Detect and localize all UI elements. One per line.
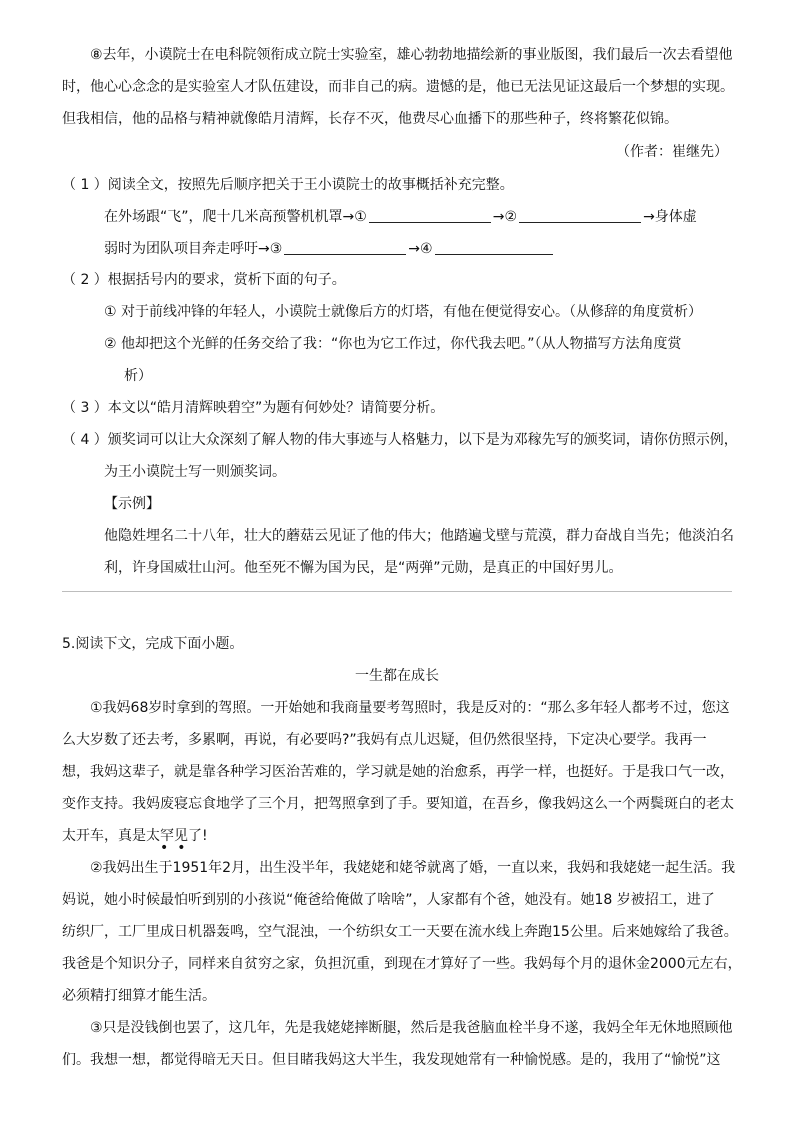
- emphasis-dots: ••: [160, 840, 195, 856]
- paragraph-8-line-3: 但我相信，他的品格与精神就像皓月清辉，长存不灭，他费尽心血播下的那些种子，终将繁花似锦。: [62, 111, 678, 127]
- answer-blank-1[interactable]: [369, 208, 491, 223]
- question-4-line-2: 为王小谟院士写一则颁奖词。: [104, 464, 286, 480]
- paragraph-8-line-1: ⑧去年，小谟院士在电科院领衔成立院士实验室，雄心勃勃地描绘新的事业版图，我们最后一次去看望他: [90, 47, 733, 63]
- example-line-2: 利，许身国威壮山河。他至死不懈为国为民，是“两弹”元勋，是真正的中国好男儿。: [104, 560, 623, 576]
- question-2: （ 2 ）根据括号内的要求，赏析下面的句子。: [62, 272, 346, 288]
- paragraph-2-line-3: 纺织厂，工厂里成日机器轰鸣，空气混浊，一个纺织女工一天要在流水线上奔跑15公里。后来她嫁给了我爸。: [62, 924, 738, 940]
- question-3: （ 3 ）本文以“皓月清辉映碧空”为题有何妙处？请简要分析。: [62, 400, 445, 416]
- question-1-text-d: 弱时为团队项目奔走呼吁→③: [104, 241, 283, 257]
- example-label: 【示例】: [104, 496, 160, 512]
- question-4-line-1: （ 4 ）颁奖词可以让大众深刻了解人物的伟大事迹与人格魅力，以下是为邓稼先写的颁奖词，请你仿照示例，: [62, 432, 738, 448]
- question-1-text-b: →②: [492, 209, 518, 225]
- answer-blank-4[interactable]: [435, 240, 553, 255]
- paragraph-2-line-2: 妈说，她小时候最怕听到别的小孩说“俺爸给俺做了啥啥”，人家都有个爸，她没有。她18 岁被招工，进了: [62, 892, 715, 908]
- author-credit: （作者：崔继先）: [616, 144, 728, 160]
- paragraph-1-line-5: 太开车，真是太罕见了!: [62, 828, 208, 844]
- question-2-item-2-line-1: ② 他却把这个光鲜的任务交给了我：“你也为它工作过，你代我去吧。”（从人物描写方法角度赏: [104, 336, 682, 352]
- paragraph-2-line-1: ②我妈出生于1951年2月，出生没半年，我姥姥和姥爷就离了婚，一直以来，我妈和我姥姥一起生活。我: [90, 860, 736, 876]
- section-divider: [62, 591, 732, 592]
- question-1: （ 1 ）阅读全文，按照先后顺序把关于王小谟院士的故事概括补充完整。: [62, 177, 514, 193]
- question-1-text-c: →身体虚: [643, 209, 697, 225]
- question-1-text-a: 在外场跟“飞”，爬十几米高预警机机罩→①: [104, 209, 367, 225]
- paragraph-3-line-1: ③只是没钱倒也罢了，这几年，先是我姥姥摔断腿，然后是我爸脑血栓半身不遂，我妈全年无休地照顾他: [90, 1020, 733, 1036]
- example-line-1: 他隐姓埋名二十八年，壮大的蘑菇云见证了他的伟大；他踏遍戈壁与荒漠，群力奋战自当先；他淡泊名: [104, 528, 734, 544]
- paragraph-1-line-4: 变作支持。我妈废寝忘食地学了三个月，把驾照拿到了手。要知道，在吾乡，像我妈这么一个两鬓斑白的老太: [62, 796, 734, 812]
- section-5-heading: 5.阅读下文，完成下面小题。: [62, 636, 244, 652]
- question-1-text-e: →④: [408, 241, 433, 257]
- paragraph-1-line-3: 想，我妈这辈子，就是靠各种学习医治苦难的，学习就是她的治愈系，再学一样，也挺好。于是我口气一改，: [62, 764, 734, 780]
- question-1-line-1: [104, 207, 697, 227]
- question-1-line-2: [104, 239, 555, 259]
- paragraph-2-line-5: 必须精打细算才能生活。: [62, 988, 216, 1004]
- paragraph-2-line-4: 我爸是个知识分子，同样来自贫穷之家，负担沉重，到现在才算好了一些。我妈每个月的退休金2000元左右，: [62, 956, 742, 972]
- answer-blank-2[interactable]: [519, 208, 641, 223]
- paragraph-1-line-2: 么大岁数了还去考，多累啊，再说，有必要吗?”我妈有点儿迟疑，但仍然很坚持，下定决心要学。我再一: [62, 732, 707, 748]
- question-2-item-2-line-2: 析）: [124, 368, 152, 384]
- article-title: 一生都在成长: [355, 668, 439, 684]
- paragraph-3-line-2: 们。我想一想，都觉得暗无天日。但目睹我妈这大半生，我发现她常有一种愉悦感。是的，我用了“愉悦”这: [62, 1052, 721, 1068]
- paragraph-8-line-2: 时，他心心念念的是实验室人才队伍建设，而非自己的病。遗憾的是，他已无法见证这最后一个梦想的实现。: [62, 79, 734, 95]
- answer-blank-3[interactable]: [284, 240, 406, 255]
- question-2-item-1: ① 对于前线冲锋的年轻人，小谟院士就像后方的灯塔，有他在便觉得安心。（从修辞的角度赏析）: [104, 304, 702, 320]
- paragraph-1-line-1: ①我妈68岁时拿到的驾照。一开始她和我商量要考驾照时，我是反对的：“那么多年轻人都考不过，您这: [90, 700, 730, 716]
